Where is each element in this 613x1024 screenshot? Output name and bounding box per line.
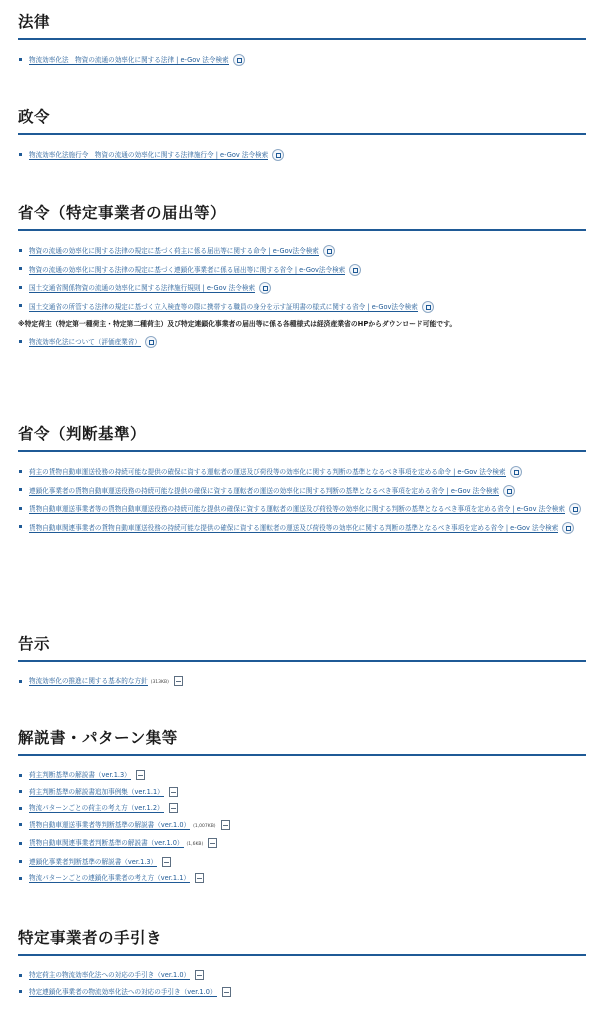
external-link-icon[interactable] bbox=[510, 466, 522, 478]
list-item bbox=[18, 787, 586, 797]
pdf-icon bbox=[136, 770, 145, 780]
guide-link-2[interactable]: 物流パターンごとの荷主の考え方（ver.1.2） bbox=[29, 804, 164, 812]
pdf-icon bbox=[169, 803, 178, 813]
ordinance-notification-link-3[interactable]: 国土交通省の所管する法律の規定に基づく立入検査等の際に携帯する職員の身分を示す証明書の様式に関する省令 | e-Gov法令検索 bbox=[29, 302, 418, 311]
guide-link-5[interactable]: 連鎖化事業者判断基準の解説書（ver.1.3） bbox=[29, 857, 158, 866]
external-link-icon[interactable] bbox=[569, 503, 581, 515]
list-item bbox=[18, 466, 586, 478]
file-size: (313KB) bbox=[150, 680, 169, 685]
file-size: (1,007KB) bbox=[193, 823, 216, 829]
handbook-link-0[interactable]: 特定荷主の物流効率化法への対応の手引き（ver.1.0） bbox=[29, 971, 191, 979]
external-link-icon[interactable] bbox=[323, 245, 335, 257]
list-item bbox=[18, 873, 586, 883]
list-item bbox=[18, 264, 586, 276]
list-item bbox=[18, 522, 586, 534]
ordinance-criteria-link-2[interactable]: 貨物自動車運送事業者等の貨物自動車運送役務の持続可能な提供の確保に資する運転者の運送及び荷役等の効率化に関する判断の基準となるべき事項を定める省令 | e-Gov 法令検索 bbox=[29, 505, 565, 513]
notice-link-0[interactable]: 物流効率化の推進に関する基本的な方針 bbox=[29, 677, 148, 685]
section-guides bbox=[18, 728, 586, 890]
list-item bbox=[18, 149, 586, 161]
section-ordinance-notification bbox=[18, 203, 586, 355]
forms-download-note: ※特定荷主（特定第一種荷主・特定第二種荷主）及び特定連鎖化事業者の届出等に係る各種様式は経済産業省のHPからダウンロード可能です。 bbox=[18, 320, 457, 328]
law-list bbox=[18, 54, 586, 66]
section-title-guides: 解説書・パターン集等 bbox=[18, 728, 586, 756]
pdf-icon bbox=[195, 970, 204, 980]
list-item bbox=[18, 970, 586, 980]
pdf-icon bbox=[208, 838, 217, 848]
list-item bbox=[18, 485, 586, 497]
section-ordinance-criteria bbox=[18, 424, 586, 540]
file-size: (1,6KB) bbox=[186, 842, 204, 847]
list-item bbox=[18, 838, 586, 850]
guide-link-0[interactable]: 荷主判断基準の解説書（ver.1.3） bbox=[29, 771, 131, 779]
section-title-notice: 告示 bbox=[18, 634, 586, 662]
guides-list bbox=[18, 770, 586, 883]
external-link-icon[interactable] bbox=[503, 485, 515, 497]
list-item bbox=[18, 282, 586, 294]
handbook-list bbox=[18, 970, 586, 997]
external-link-icon[interactable] bbox=[145, 336, 157, 348]
ordinance-criteria-list bbox=[18, 466, 586, 534]
handbook-link-1[interactable]: 特定連鎖化事業者の物流効率化法への対応の手引き（ver.1.0） bbox=[29, 987, 217, 996]
list-item bbox=[18, 245, 586, 257]
list-item bbox=[18, 820, 586, 832]
list-item bbox=[18, 857, 586, 867]
notice-list bbox=[18, 676, 586, 688]
list-item bbox=[18, 54, 586, 66]
list-item bbox=[18, 301, 586, 313]
external-link-icon[interactable] bbox=[259, 282, 271, 294]
external-link-icon[interactable] bbox=[233, 54, 245, 66]
section-cabinet-order bbox=[18, 107, 586, 168]
pdf-icon bbox=[221, 820, 230, 830]
guide-link-1[interactable]: 荷主判断基準の解説書追加事例集（ver.1.1） bbox=[29, 787, 164, 796]
ordinance-criteria-link-1[interactable]: 連鎖化事業者の貨物自動車運送役務の持続可能な提供の確保に資する運転者の運送の効率化に関する判断の基準となるべき事項を定める省令 | e-Gov 法令検索 bbox=[29, 486, 500, 495]
law-link-0[interactable]: 物流効率化法 物資の流通の効率化に関する法律 | e-Gov 法令検索 bbox=[29, 56, 229, 64]
ordinance-notification-extra-list bbox=[18, 336, 586, 348]
section-title-law: 法律 bbox=[18, 12, 586, 40]
ordinance-criteria-link-3[interactable]: 貨物自動車関連事業者の貨物自動車運送役務の持続可能な提供の確保に資する運転者の運送及び荷役等の効率化に関する判断の基準となるべき事項を定める省令 | e-Gov 法令検索 bbox=[29, 523, 559, 532]
list-item bbox=[18, 336, 586, 348]
external-link-icon[interactable] bbox=[562, 522, 574, 534]
section-title-handbook: 特定事業者の手引き bbox=[18, 928, 586, 956]
external-link-icon[interactable] bbox=[272, 149, 284, 161]
pdf-icon bbox=[195, 873, 204, 883]
meti-page-link[interactable]: 物流効率化法について（評価産業省） bbox=[29, 338, 141, 346]
cabinet-list bbox=[18, 149, 586, 161]
pdf-icon bbox=[174, 676, 183, 686]
list-item bbox=[18, 770, 586, 780]
section-title-cabinet-order: 政令 bbox=[18, 107, 586, 135]
ordinance-criteria-link-0[interactable]: 荷主の貨物自動車運送役務の持続可能な提供の確保に資する運転者の運送及び荷役等の効率化に関する判断の基準となるべき事項を定める命令 | e-Gov 法令検索 bbox=[29, 468, 506, 476]
pdf-icon bbox=[162, 857, 171, 867]
guide-link-4[interactable]: 貨物自動車関連事業者判断基準の解説書（ver.1.0） bbox=[29, 839, 184, 847]
external-link-icon[interactable] bbox=[349, 264, 361, 276]
guide-link-6[interactable]: 物流パターンごとの連鎖化事業者の考え方（ver.1.1） bbox=[29, 874, 190, 882]
section-law bbox=[18, 12, 586, 73]
ordinance-notification-link-2[interactable]: 国土交通省関係物資の流通の効率化に関する法律施行規則 | e-Gov 法令検索 bbox=[29, 284, 256, 292]
pdf-icon bbox=[169, 787, 178, 797]
list-item bbox=[18, 987, 586, 997]
ordinance-notification-link-1[interactable]: 物資の流通の効率化に関する法律の規定に基づく連鎖化事業者に係る届出等に関する省令 | e-Gov法令検索 bbox=[29, 265, 346, 274]
ordinance-notification-list bbox=[18, 245, 586, 313]
section-title-ordinance-criteria: 省令（判断基準） bbox=[18, 424, 586, 452]
section-title-ordinance-notification: 省令（特定事業者の届出等） bbox=[18, 203, 586, 231]
pdf-icon bbox=[222, 987, 231, 997]
section-notice bbox=[18, 634, 586, 695]
list-item bbox=[18, 503, 586, 515]
list-item bbox=[18, 803, 586, 813]
cabinet-link-0[interactable]: 物流効率化法施行令 物資の流通の効率化に関する法律施行令 | e-Gov 法令検索 bbox=[29, 151, 269, 159]
section-handbook bbox=[18, 928, 586, 1003]
external-link-icon[interactable] bbox=[422, 301, 434, 313]
ordinance-notification-link-0[interactable]: 物資の流通の効率化に関する法律の規定に基づく荷主に係る届出等に関する命令 | e-Gov法令検索 bbox=[29, 247, 319, 255]
guide-link-3[interactable]: 貨物自動車運送事業者等判断基準の解説書（ver.1.0） bbox=[29, 820, 191, 829]
list-item bbox=[18, 676, 586, 688]
